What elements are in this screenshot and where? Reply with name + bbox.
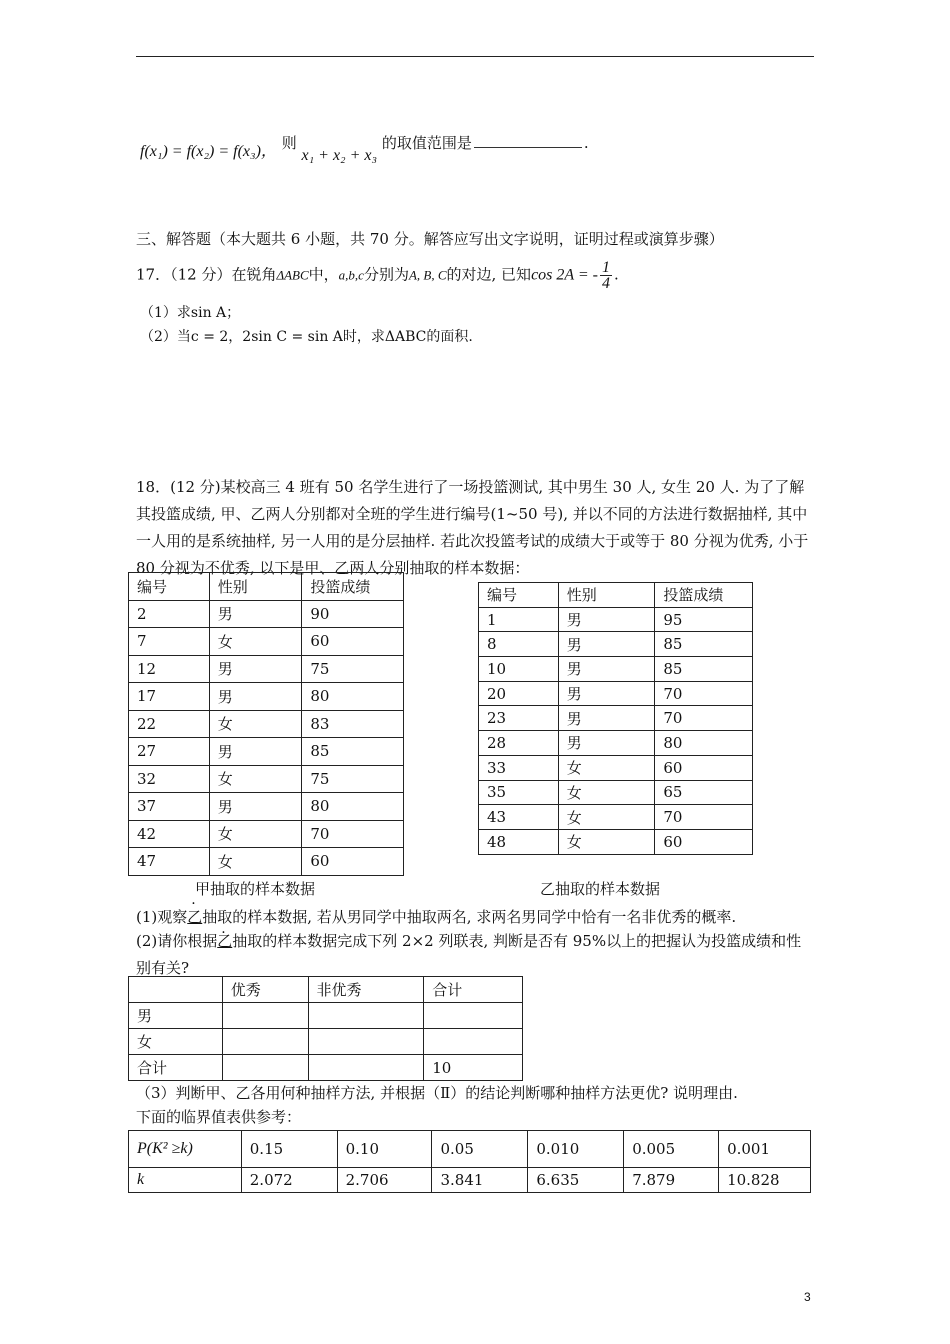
crit-k-cell: 10.828 bbox=[719, 1168, 811, 1193]
yi-cell: 48 bbox=[479, 829, 559, 854]
table-2x2 bbox=[128, 976, 523, 1081]
q18-stem: 18．(12 分)某校高三 4 班有 50 名学生进行了一场投篮测试, 其中男生 30 人, 女生 20 人. 为了了解其投篮成绩, 甲、乙两人分别都对全班的学生进行编号(1~50 号), 并以不同的方法进行数据抽样, 其中一人用的是系统抽样, 另一人用的是分层抽样. 若此次投篮考试的成绩大于或等于 80 分视为优秀, 小于 80 分视为不优秀, 以下是甲、乙两人分别抽取的样本数据： bbox=[136, 478, 809, 577]
yi-cell: 1 bbox=[479, 607, 559, 632]
yi-cell: 8 bbox=[479, 632, 559, 657]
q17-part1: （1）求sin A； bbox=[140, 305, 241, 321]
table-critical-body bbox=[129, 1131, 811, 1193]
fraction-numerator: 1 bbox=[602, 259, 610, 276]
contingency-cell: 10 bbox=[424, 1055, 523, 1081]
yi-cell: 43 bbox=[479, 805, 559, 830]
header-rule bbox=[136, 56, 814, 57]
contingency-row bbox=[129, 1003, 523, 1029]
equation-fx: f(x₁) = f(x₂) = f(x₃)， bbox=[140, 143, 277, 160]
jia-row bbox=[129, 765, 404, 793]
period: . bbox=[583, 134, 589, 152]
jia-cell: 男 bbox=[209, 683, 302, 711]
jia-row bbox=[129, 820, 404, 848]
crit-prob-cell: 0.15 bbox=[241, 1131, 337, 1168]
yi-cell: 70 bbox=[655, 681, 753, 706]
jia-cell: 60 bbox=[302, 628, 404, 656]
contingency-cell bbox=[222, 1055, 308, 1081]
jia-cell: 80 bbox=[302, 683, 404, 711]
jia-header-cell: 性别 bbox=[209, 573, 302, 601]
crit-k-cell: 7.879 bbox=[624, 1168, 719, 1193]
caption-yi: 乙抽取的样本数据 bbox=[540, 880, 661, 898]
jia-row bbox=[129, 628, 404, 656]
crit-prob-label: P(K² ≥k) bbox=[129, 1131, 242, 1168]
jia-cell: 80 bbox=[302, 793, 404, 821]
jia-cell: 60 bbox=[302, 848, 404, 876]
q17-stem bbox=[136, 260, 619, 291]
jia-cell: 12 bbox=[129, 655, 210, 683]
yi-row bbox=[479, 681, 753, 706]
crit-k-cell: 2.072 bbox=[241, 1168, 337, 1193]
jia-cell: 83 bbox=[302, 710, 404, 738]
jia-cell: 女 bbox=[209, 628, 302, 656]
yi-row bbox=[479, 731, 753, 756]
then-word: 则 bbox=[281, 134, 297, 152]
contingency-cell bbox=[222, 1029, 308, 1055]
jia-row bbox=[129, 683, 404, 711]
yi-cell: 男 bbox=[558, 731, 655, 756]
yi-cell: 85 bbox=[655, 632, 753, 657]
jia-cell: 女 bbox=[209, 820, 302, 848]
yi-header-cell: 投篮成绩 bbox=[655, 583, 753, 608]
q17-text-b: 中， bbox=[308, 265, 339, 284]
jia-cell: 75 bbox=[302, 655, 404, 683]
q18-p2-b: 抽取的样本数据完成下列 2×2 列联表, 判断是否有 95%以上的把握认为投篮成绩和性别有关? bbox=[136, 932, 802, 977]
top-formula-line bbox=[140, 134, 589, 164]
yi-cell: 男 bbox=[558, 607, 655, 632]
q17-cos2a: cos 2A = - bbox=[531, 266, 598, 284]
jia-cell: 47 bbox=[129, 848, 210, 876]
yi-cell: 男 bbox=[558, 706, 655, 731]
jia-row bbox=[129, 710, 404, 738]
contingency-header-cell: 合计 bbox=[424, 977, 523, 1003]
jia-cell: 37 bbox=[129, 793, 210, 821]
yi-cell: 28 bbox=[479, 731, 559, 756]
jia-cell: 42 bbox=[129, 820, 210, 848]
contingency-cell bbox=[308, 1003, 424, 1029]
jia-row bbox=[129, 848, 404, 876]
crit-k-row bbox=[129, 1168, 811, 1193]
table-2x2-body bbox=[129, 977, 523, 1081]
q17-ABC: A, B, C bbox=[408, 267, 447, 283]
jia-cell: 85 bbox=[302, 738, 404, 766]
jia-row bbox=[129, 738, 404, 766]
yi-cell: 男 bbox=[558, 632, 655, 657]
crit-k-cell: 2.706 bbox=[337, 1168, 432, 1193]
yi-cell: 女 bbox=[558, 780, 655, 805]
crit-k-label: k bbox=[129, 1168, 242, 1193]
yi-cell: 女 bbox=[558, 755, 655, 780]
contingency-cell: 男 bbox=[129, 1003, 223, 1029]
contingency-header-cell: 优秀 bbox=[222, 977, 308, 1003]
jia-row bbox=[129, 793, 404, 821]
yi-cell: 10 bbox=[479, 657, 559, 682]
fraction-denominator: 4 bbox=[602, 275, 610, 292]
equation-sum: x₁ + x₂ + x₃ bbox=[301, 147, 378, 164]
yi-cell: 60 bbox=[655, 755, 753, 780]
table-yi bbox=[478, 582, 753, 855]
yi-header-cell: 性别 bbox=[558, 583, 655, 608]
jia-header-cell: 投篮成绩 bbox=[302, 573, 404, 601]
contingency-cell bbox=[424, 1003, 523, 1029]
yi-header-cell: 编号 bbox=[479, 583, 559, 608]
yi-row bbox=[479, 829, 753, 854]
jia-cell: 女 bbox=[209, 765, 302, 793]
contingency-row bbox=[129, 1055, 523, 1081]
q17-text-c: 分别为 bbox=[363, 265, 409, 284]
contingency-cell bbox=[222, 1003, 308, 1029]
yi-row bbox=[479, 706, 753, 731]
contingency-cell: 女 bbox=[129, 1029, 223, 1055]
q18-p2-yi: 乙 bbox=[217, 932, 233, 950]
q17-triangle: ΔABC bbox=[276, 267, 309, 283]
jia-cell: 男 bbox=[209, 738, 302, 766]
yi-cell: 60 bbox=[655, 829, 753, 854]
contingency-cell: 合计 bbox=[129, 1055, 223, 1081]
q18-p1-a: (1)观察 bbox=[136, 908, 188, 926]
yi-row bbox=[479, 805, 753, 830]
yi-cell: 男 bbox=[558, 681, 655, 706]
jia-cell: 32 bbox=[129, 765, 210, 793]
yi-cell: 70 bbox=[655, 805, 753, 830]
q17-abc: a,b,c bbox=[338, 267, 364, 283]
jia-cell: 男 bbox=[209, 600, 302, 628]
yi-cell: 男 bbox=[558, 657, 655, 682]
yi-cell: 20 bbox=[479, 681, 559, 706]
yi-cell: 23 bbox=[479, 706, 559, 731]
jia-header-row bbox=[129, 573, 404, 601]
jia-cell: 70 bbox=[302, 820, 404, 848]
crit-prob-cell: 0.05 bbox=[432, 1131, 528, 1168]
crit-prob-cell: 0.010 bbox=[528, 1131, 624, 1168]
contingency-header-cell bbox=[129, 977, 223, 1003]
page-number: 3 bbox=[804, 1290, 811, 1304]
q18-part1 bbox=[136, 906, 736, 927]
contingency-row bbox=[129, 1029, 523, 1055]
section-heading: 三、解答题（本大题共 6 小题，共 70 分。解答应写出文字说明，证明过程或演算步骤） bbox=[136, 230, 724, 248]
jia-cell: 22 bbox=[129, 710, 210, 738]
q18-p1-yi: 乙 bbox=[187, 908, 203, 926]
jia-row bbox=[129, 600, 404, 628]
yi-cell: 70 bbox=[655, 706, 753, 731]
yi-cell: 80 bbox=[655, 731, 753, 756]
reference-line: 下面的临界值表供参考： bbox=[136, 1108, 302, 1126]
yi-header-row bbox=[479, 583, 753, 608]
jia-cell: 男 bbox=[209, 793, 302, 821]
jia-header-cell: 编号 bbox=[129, 573, 210, 601]
q17-part2: （2）当c = 2，2sin C = sin A时，求ΔABC的面积. bbox=[140, 329, 473, 345]
yi-cell: 65 bbox=[655, 780, 753, 805]
jia-cell: 2 bbox=[129, 600, 210, 628]
jia-row bbox=[129, 655, 404, 683]
crit-k-cell: 3.841 bbox=[432, 1168, 528, 1193]
table-jia bbox=[128, 572, 404, 876]
yi-row bbox=[479, 607, 753, 632]
q17-intro: 17．（12 分）在锐角 bbox=[136, 265, 277, 284]
contingency-cell bbox=[308, 1029, 424, 1055]
yi-row bbox=[479, 755, 753, 780]
jia-cell: 男 bbox=[209, 655, 302, 683]
table-jia-body bbox=[129, 573, 404, 876]
jia-cell: 17 bbox=[129, 683, 210, 711]
table-yi-body bbox=[479, 583, 753, 855]
yi-cell: 35 bbox=[479, 780, 559, 805]
q17-text-d: 的对边, 已知 bbox=[446, 265, 532, 284]
crit-prob-cell: 0.10 bbox=[337, 1131, 432, 1168]
contingency-header-cell: 非优秀 bbox=[308, 977, 424, 1003]
q18-part3: （3）判断甲、乙各用何种抽样方法, 并根据（Ⅱ）的结论判断哪种抽样方法更优? 说明理由. bbox=[136, 1084, 738, 1102]
range-question: 的取值范围是 bbox=[381, 134, 472, 152]
jia-cell: 女 bbox=[209, 710, 302, 738]
jia-cell: 女 bbox=[209, 848, 302, 876]
crit-prob-row bbox=[129, 1131, 811, 1168]
q18-p2-a: (2)请你根据 bbox=[136, 932, 218, 950]
q18-p1-b: 抽取的样本数据, 若从男同学中抽取两名, 求两名男同学中恰有一名非优秀的概率. bbox=[202, 908, 737, 926]
q17-end: . bbox=[614, 265, 619, 284]
contingency-cell bbox=[308, 1055, 424, 1081]
jia-cell: 27 bbox=[129, 738, 210, 766]
yi-cell: 95 bbox=[655, 607, 753, 632]
crit-prob-cell: 0.005 bbox=[624, 1131, 719, 1168]
jia-cell: 7 bbox=[129, 628, 210, 656]
yi-cell: 女 bbox=[558, 805, 655, 830]
yi-cell: 女 bbox=[558, 829, 655, 854]
contingency-cell bbox=[424, 1029, 523, 1055]
yi-cell: 85 bbox=[655, 657, 753, 682]
table-critical-values bbox=[128, 1130, 811, 1193]
yi-row bbox=[479, 657, 753, 682]
crit-k-cell: 6.635 bbox=[528, 1168, 624, 1193]
crit-prob-cell: 0.001 bbox=[719, 1131, 811, 1168]
jia-cell: 75 bbox=[302, 765, 404, 793]
q18-part2 bbox=[136, 928, 816, 982]
jia-cell: 90 bbox=[302, 600, 404, 628]
answer-blank bbox=[474, 133, 582, 148]
yi-row bbox=[479, 632, 753, 657]
yi-cell: 33 bbox=[479, 755, 559, 780]
yi-row bbox=[479, 780, 753, 805]
q17-fraction bbox=[600, 260, 612, 291]
contingency-header-row bbox=[129, 977, 523, 1003]
caption-jia: 甲抽取的样本数据 bbox=[195, 880, 316, 898]
